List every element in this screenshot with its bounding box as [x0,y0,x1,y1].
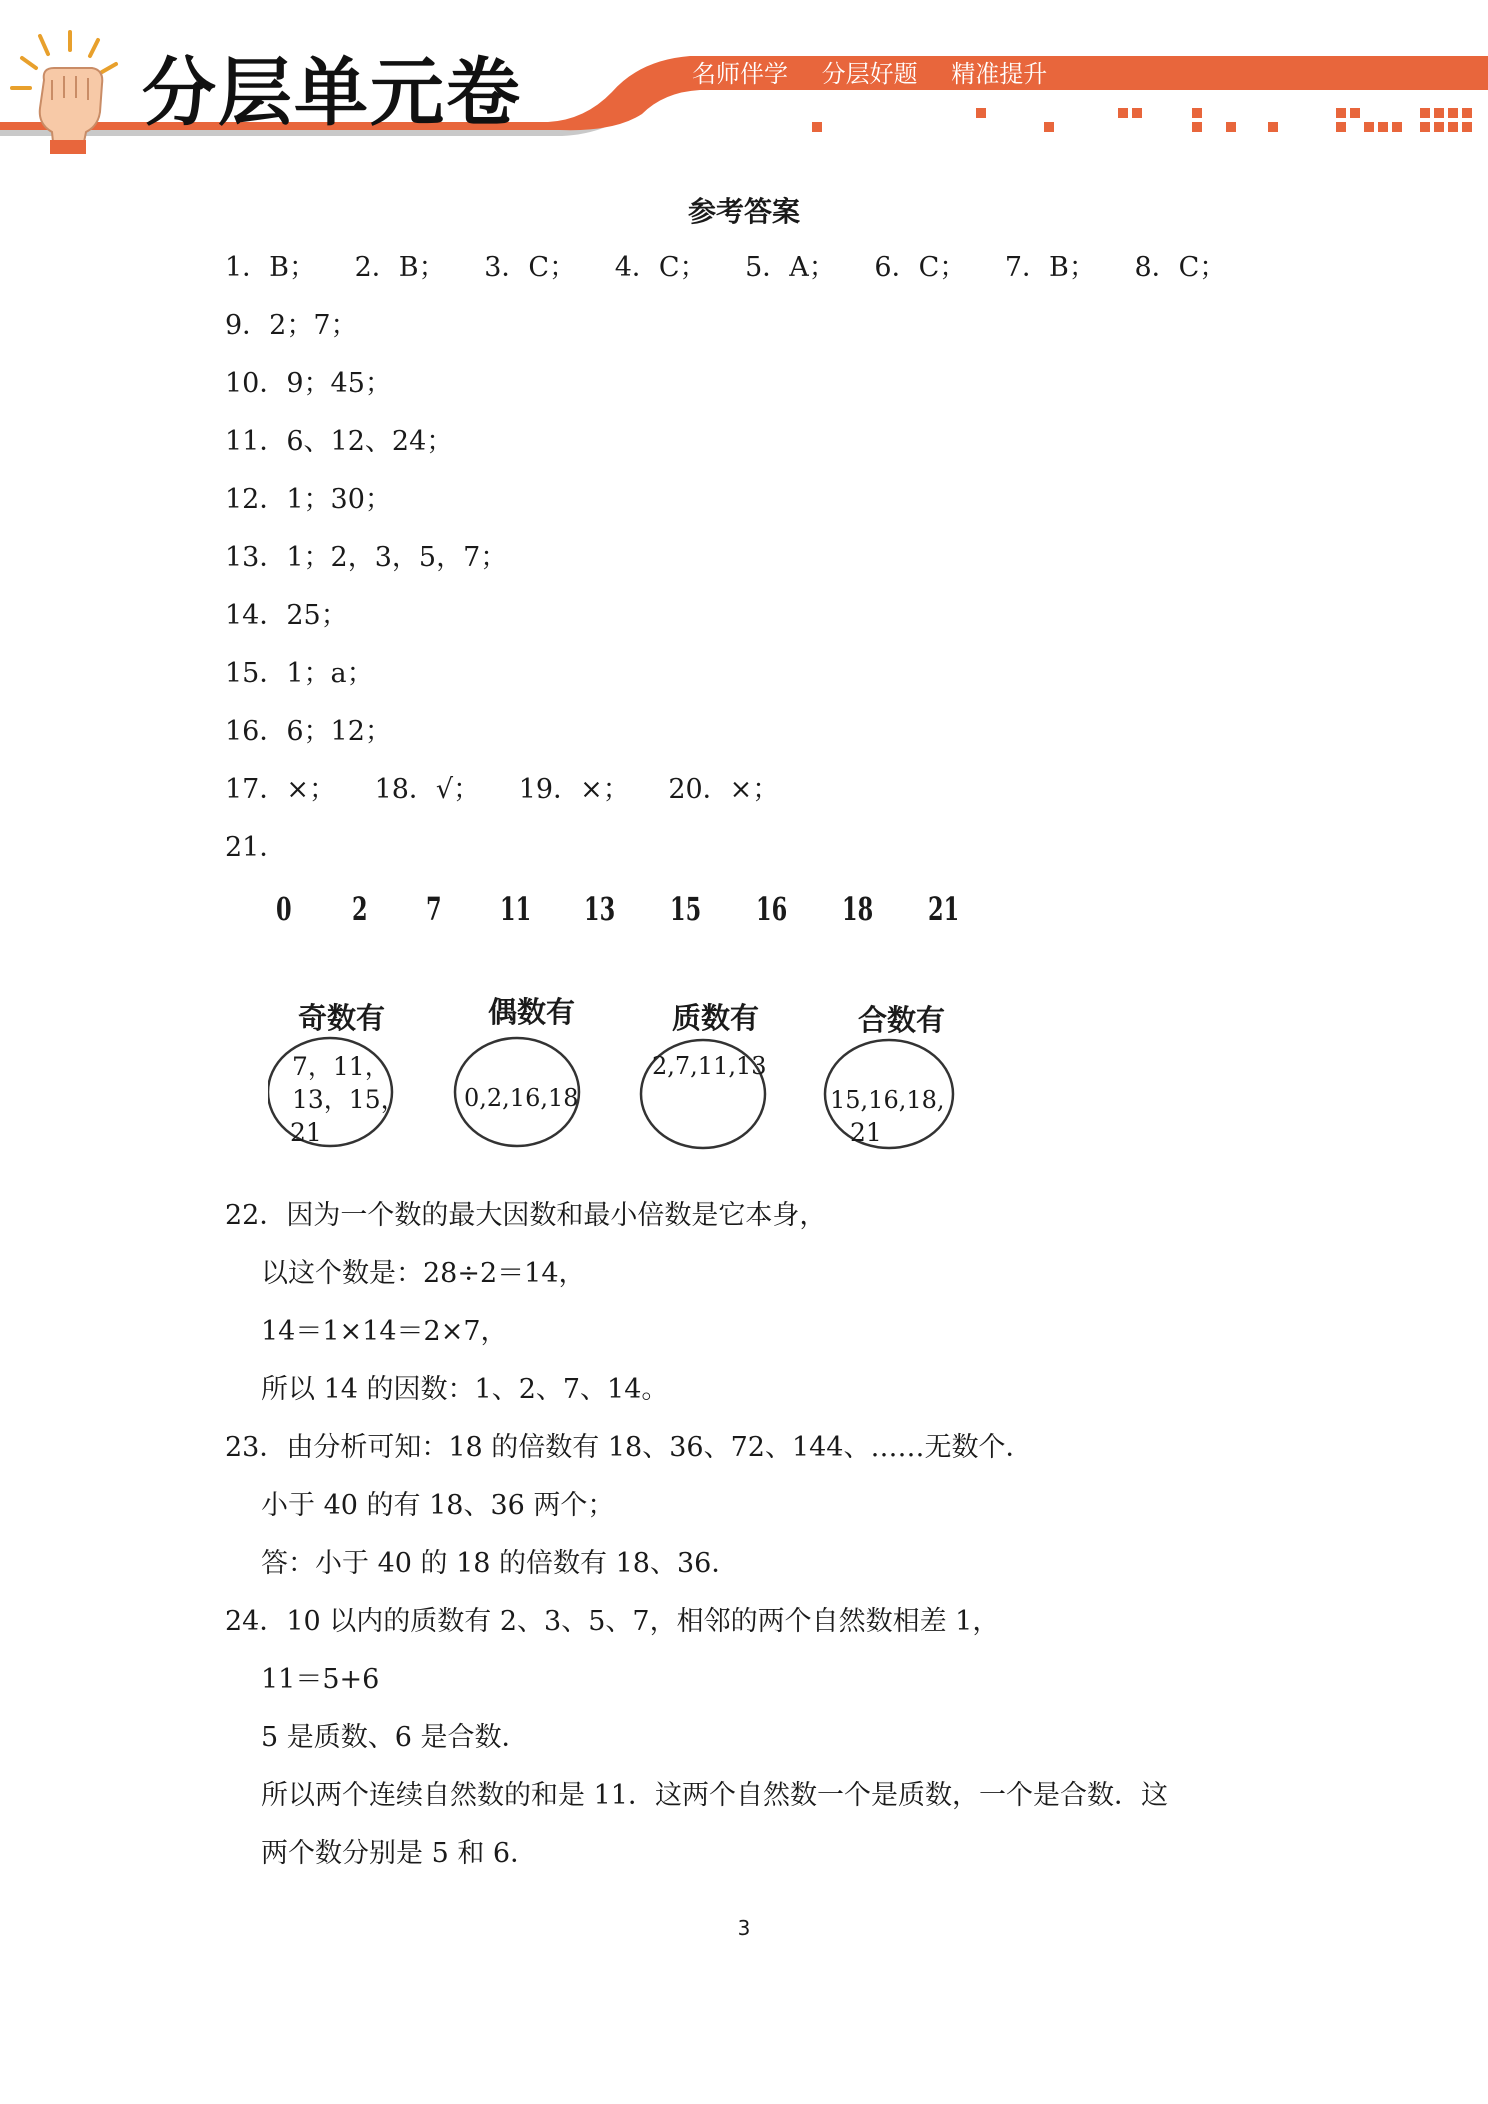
composite-line-1: 15,16,18, [830,1086,945,1114]
number-18: 18 [842,890,874,928]
q23-line-3: 答：小于 40 的 18 的倍数有 18、36． [261,1548,739,1579]
answer-4: 4．C； [614,252,707,283]
number-7: 7 [426,890,442,928]
slogan-1: 名师伴学 [692,60,788,88]
odd-line-3: 21 [290,1118,322,1147]
page-number: 3 [737,1916,751,1940]
answer-20: 20．×； [668,774,780,805]
q24-line-5: 两个数分别是 5 和 6． [261,1838,538,1869]
answer-3: 3．C； [484,252,577,283]
answer-16: 16．6；12； [225,716,392,747]
answer-14: 14．25； [225,600,348,631]
q24-line-2: 11＝5+6 [261,1664,380,1695]
q22-line-3: 14＝1×14＝2×7， [261,1316,508,1347]
page-header [0,0,1488,160]
number-0: 0 [276,890,292,928]
q22-line-1: 22．因为一个数的最大因数和最小倍数是它本身， [225,1200,827,1231]
prime-label: 质数有 [672,1001,760,1035]
slogan-3: 精准提升 [951,60,1048,88]
number-2: 2 [352,890,368,928]
answer-15: 15．1；a； [225,658,374,689]
answer-17: 17．×； [225,774,336,805]
answer-2: 2．B； [354,252,446,283]
number-16: 16 [756,890,788,928]
composite-line-2: 21 [850,1118,882,1147]
page-title: 参考答案 [687,195,800,228]
judge-answers [225,770,809,810]
answer-5: 5．A； [745,252,836,283]
answer-13: 13．1；2，3，5，7； [225,542,508,573]
answer-7: 7．B； [1004,252,1096,283]
composite-label: 合数有 [858,1003,946,1037]
q23-line-2: 小于 40 的有 18、36 两个； [261,1490,615,1521]
answer-21-label: 21． [225,832,287,863]
odd-label: 奇数有 [298,1001,386,1035]
number-13: 13 [584,890,616,928]
header-slogan [692,56,1073,92]
even-label: 偶数有 [488,995,576,1029]
brand-title: 分层单元卷 [142,50,522,136]
prime-line-1: 2,7,11,13 [652,1052,767,1080]
answer-8: 8．C； [1134,252,1227,283]
answer-12: 12．1；30； [225,484,392,515]
odd-line-1: 7，11， [292,1052,390,1081]
answer-6: 6．C； [874,252,967,283]
number-15: 15 [670,890,702,928]
number-11: 11 [500,890,532,928]
number-21: 21 [928,890,960,928]
q24-line-3: 5 是质数、6 是合数． [261,1722,529,1753]
q22-line-4: 所以 14 的因数：1、2、7、14。 [261,1374,669,1405]
choice-answers [225,248,1256,288]
answer-19: 19．×； [518,774,630,805]
answer-11: 11．6、12、24； [225,426,454,457]
q23-line-1: 23．由分析可知：18 的倍数有 18、36、72、144、……无数个． [225,1432,1033,1463]
q21-figure [268,890,988,1180]
answer-18: 18．√； [374,774,481,805]
q24-line-4: 所以两个连续自然数的和是 11．这两个自然数一个是质数，一个是合数．这 [261,1780,1168,1811]
q24-line-1: 24．10 以内的质数有 2、3、5、7，相邻的两个自然数相差 1， [225,1606,1000,1637]
answer-10: 10．9；45； [225,368,392,399]
even-line-1: 0,2,16,18 [464,1084,579,1112]
answer-1: 1．B； [225,252,317,283]
slogan-2: 分层好题 [821,60,918,88]
fist-logo-icon [8,28,128,156]
odd-line-2: 13，15， [292,1085,406,1114]
answer-9: 9．2；7； [225,310,358,341]
q22-line-2: 以这个数是：28÷2＝14， [261,1258,586,1289]
